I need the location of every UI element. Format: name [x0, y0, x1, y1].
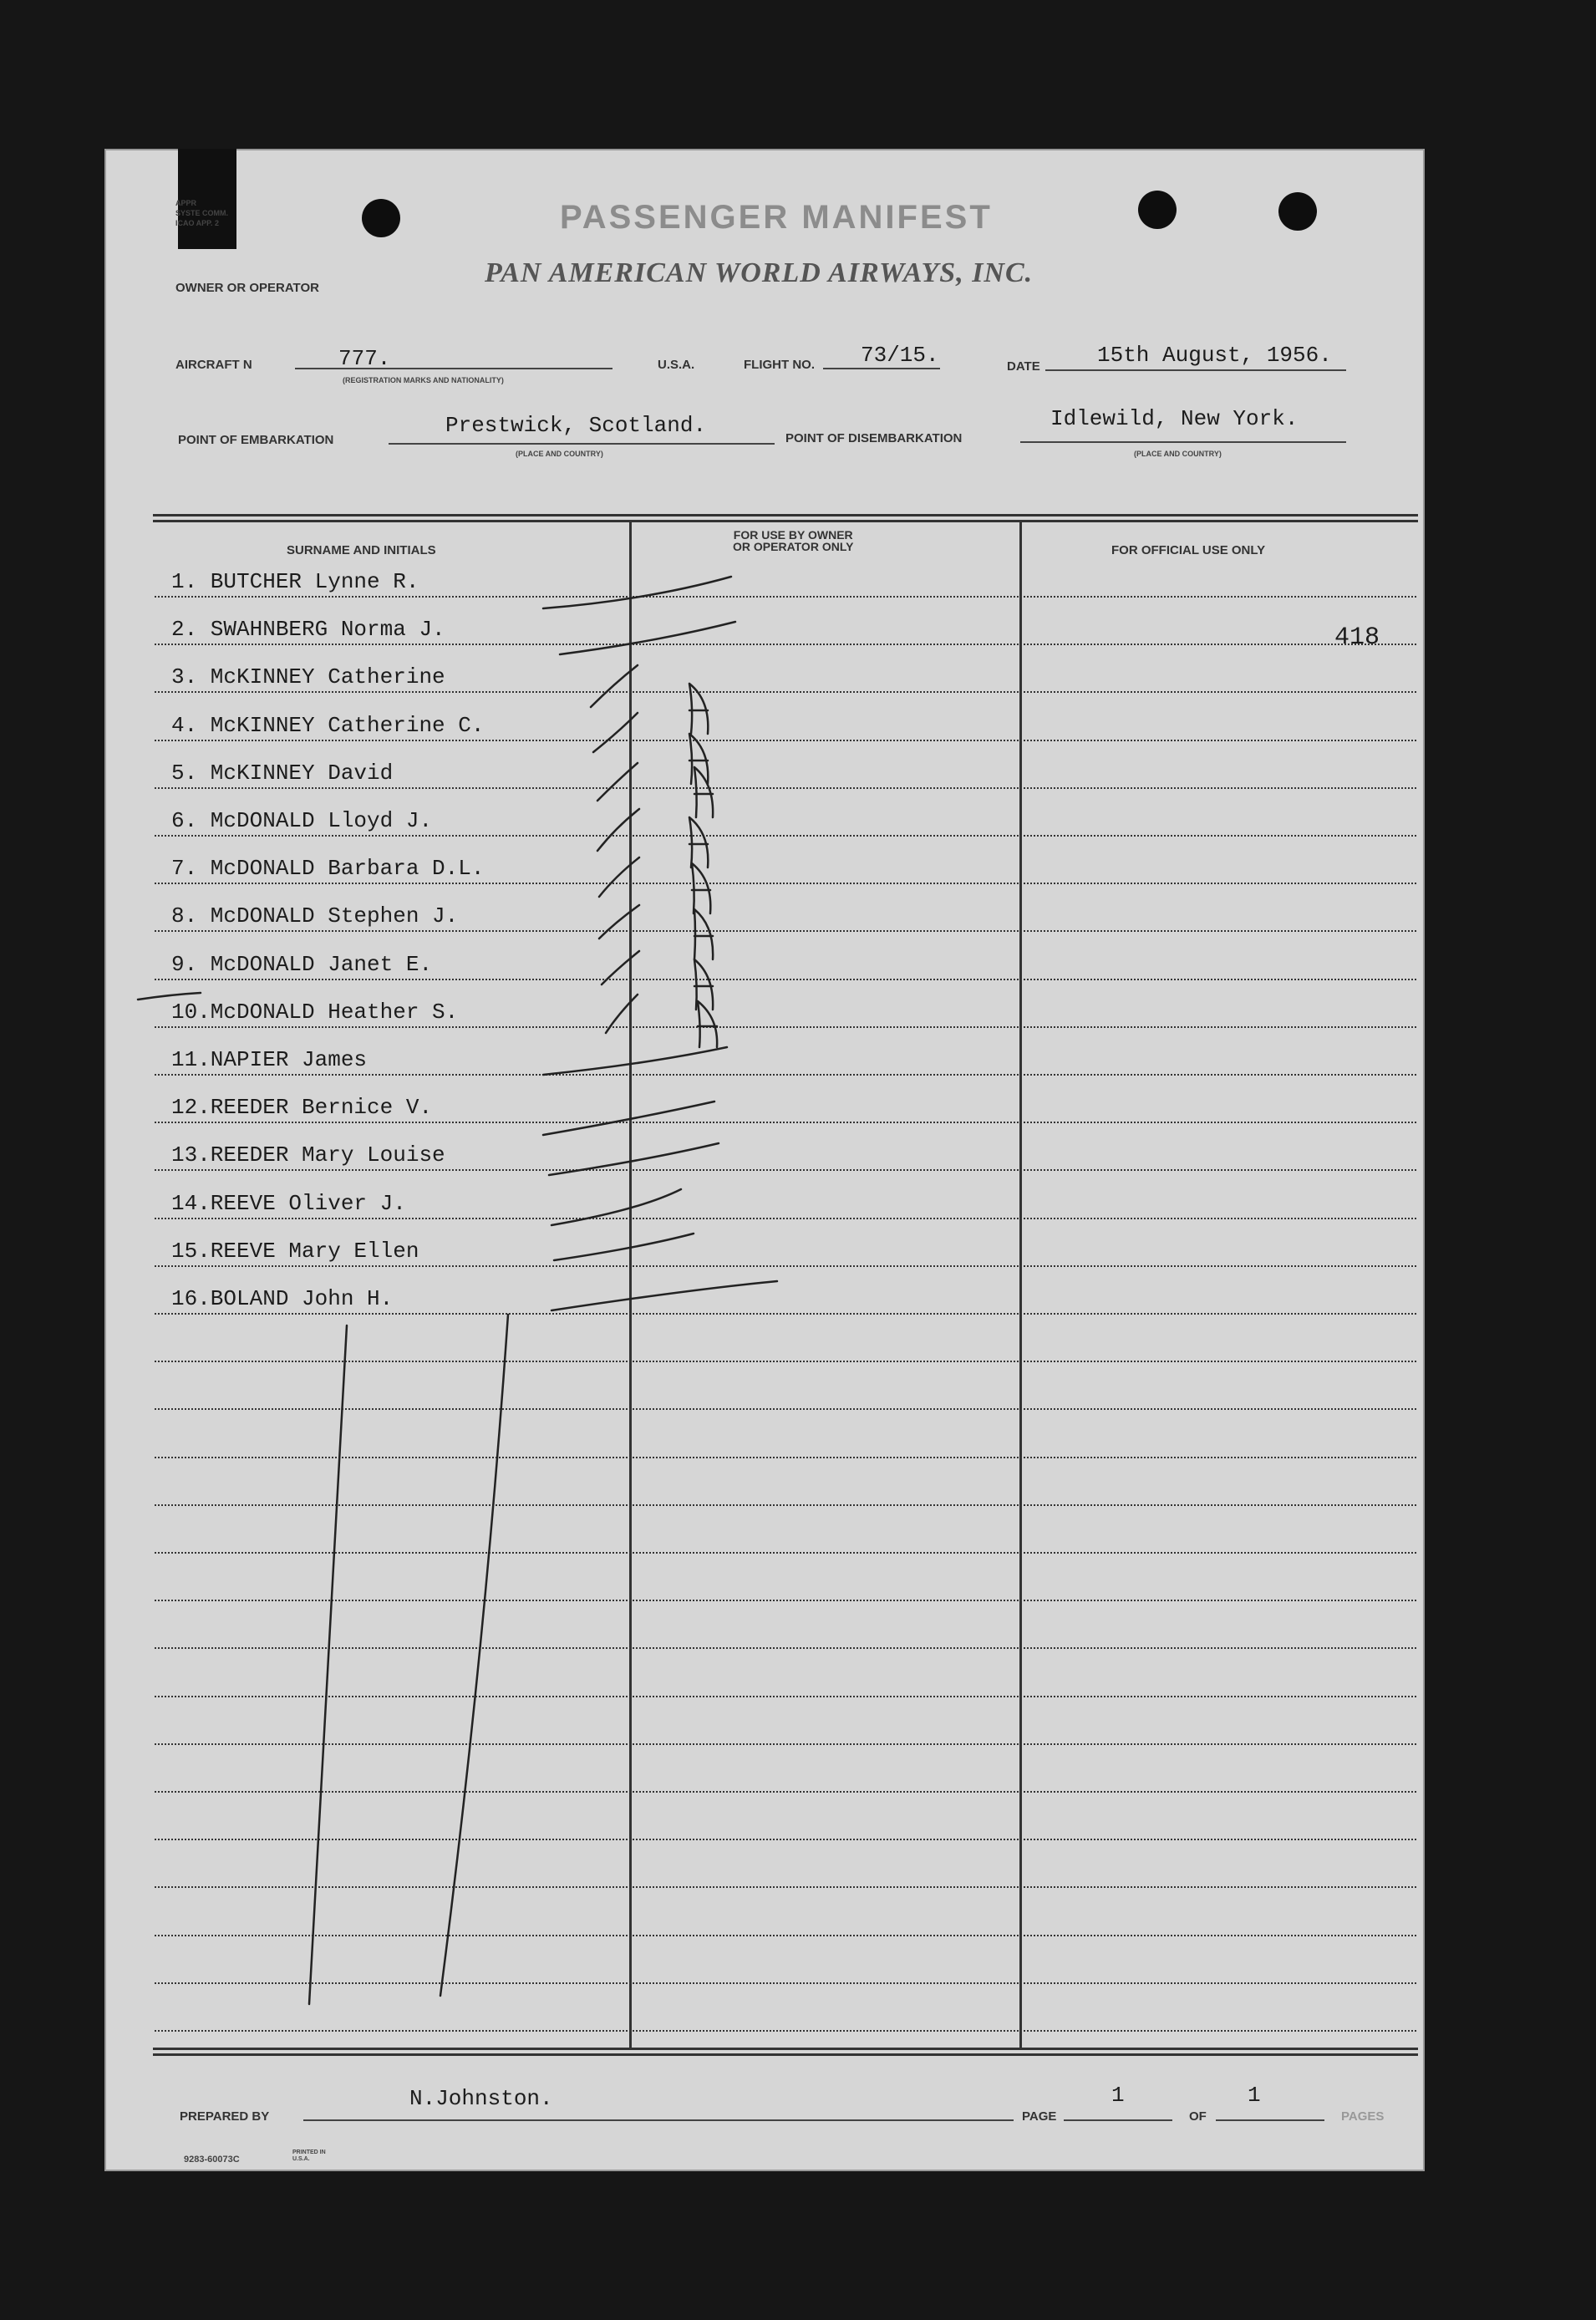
passenger-entry: 5. McKINNEY David — [171, 760, 394, 786]
passenger-entry: 12.REEDER Bernice V. — [171, 1095, 433, 1121]
embark-label: POINT OF EMBARKATION — [178, 433, 334, 447]
embark-value: Prestwick, Scotland. — [445, 413, 707, 438]
column-header-owner-use: FOR USE BY OWNER OR OPERATOR ONLY — [733, 528, 854, 553]
column-header-surname: SURNAME AND INITIALS — [287, 543, 436, 557]
handwritten-marks — [104, 149, 1425, 2171]
aircraft-value: 777. — [338, 346, 391, 371]
passenger-entry: 15.REEVE Mary Ellen — [171, 1238, 419, 1264]
passenger-entry: 9. McDONALD Janet E. — [171, 951, 433, 977]
flight-label: FLIGHT NO. — [744, 358, 815, 372]
disembark-value: Idlewild, New York. — [1050, 406, 1299, 431]
registration-note: (REGISTRATION MARKS AND NATIONALITY) — [343, 376, 504, 384]
approval-note: APPR — [175, 199, 197, 207]
printed-note: PRINTED IN U.S.A. — [292, 2150, 326, 2162]
date-value: 15th August, 1956. — [1097, 343, 1332, 368]
official-mark: 418 — [1334, 623, 1380, 652]
passenger-entry: 1. BUTCHER Lynne R. — [171, 569, 419, 594]
approval-note: ICAO APP. 2 — [175, 219, 220, 227]
aircraft-label: AIRCRAFT N — [175, 358, 252, 372]
page-label: PAGE — [1022, 2109, 1057, 2124]
of-label: OF — [1189, 2109, 1207, 2124]
date-label: DATE — [1007, 359, 1040, 374]
passenger-entry: 11.NAPIER James — [171, 1047, 368, 1072]
nationality: U.S.A. — [658, 358, 695, 372]
prepared-label: PREPARED BY — [180, 2109, 270, 2124]
passenger-entry: 2. SWAHNBERG Norma J. — [171, 617, 445, 643]
flight-value: 73/15. — [861, 343, 939, 368]
passenger-entry: 3. McKINNEY Catherine — [171, 664, 445, 690]
disembark-label: POINT OF DISEMBARKATION — [785, 431, 963, 445]
form-title: PASSENGER MANIFEST — [560, 199, 993, 236]
pages-label: PAGES — [1341, 2109, 1385, 2124]
owner-value: PAN AMERICAN WORLD AIRWAYS, INC. — [485, 257, 1034, 288]
form-code: 9283-60073C — [184, 2155, 240, 2165]
passenger-entry: 4. McKINNEY Catherine C. — [171, 712, 485, 738]
page-value: 1 — [1111, 2083, 1125, 2108]
passenger-entry: 13.REEDER Mary Louise — [171, 1142, 445, 1168]
embark-note: (PLACE AND COUNTRY) — [516, 450, 603, 458]
passenger-entry: 14.REEVE Oliver J. — [171, 1190, 406, 1216]
manifest-sheet — [104, 149, 1425, 2171]
column-header-official: FOR OFFICIAL USE ONLY — [1111, 543, 1266, 557]
passenger-entry: 7. McDONALD Barbara D.L. — [171, 856, 485, 882]
approval-note: SYSTE COMM. — [175, 209, 229, 217]
of-value: 1 — [1248, 2083, 1261, 2108]
passenger-entry: 8. McDONALD Stephen J. — [171, 903, 459, 929]
passenger-entry: 16.BOLAND John H. — [171, 1286, 394, 1311]
owner-label: OWNER OR OPERATOR — [175, 281, 319, 295]
disembark-note: (PLACE AND COUNTRY) — [1134, 450, 1222, 458]
passenger-entry: 10.McDONALD Heather S. — [171, 999, 459, 1025]
passenger-entry: 6. McDONALD Lloyd J. — [171, 808, 433, 833]
prepared-value: N.Johnston. — [409, 2086, 553, 2111]
